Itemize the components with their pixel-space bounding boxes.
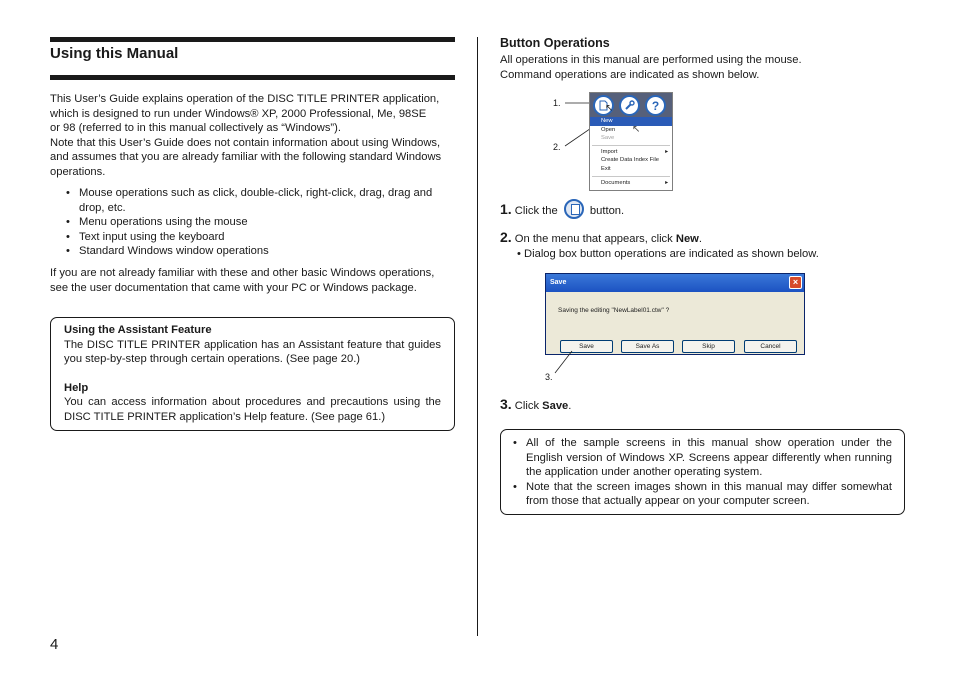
wrench-glyph xyxy=(624,100,635,111)
step-3 xyxy=(500,397,905,414)
intro-line: or 98 (referred to in this manual collectively as “Windows”). xyxy=(50,122,341,134)
callout-1-label: 1. xyxy=(553,98,561,108)
assistant-text: The DISC TITLE PRINTER application has an Assistant feature that guides you step-by-step through certain operations. (See page 20.) xyxy=(64,338,441,365)
step-emphasis: Save xyxy=(542,400,569,412)
callout-leader-line-3 xyxy=(552,349,592,379)
intro-line: which is designed to run under Windows® XP, 2000 Professional, Me, 98SE xyxy=(50,107,427,120)
note-item: • All of the sample screens in this manual show operation under the English version of Windows XP. Screens appear differently when running the application under another operating system. xyxy=(513,436,892,480)
closing-paragraph xyxy=(50,266,454,295)
intro-line: Command operations are indicated as shown below. xyxy=(500,68,760,81)
save-button[interactable]: Save xyxy=(560,340,613,353)
step-2 xyxy=(500,230,905,247)
mouse-cursor-icon: ↖ xyxy=(605,103,614,114)
menu-item-label: Import xyxy=(601,148,618,155)
list-item: • Text input using the keyboard xyxy=(66,230,456,245)
step-number: 3. xyxy=(500,396,512,412)
screens-note-box xyxy=(500,429,905,515)
tools-icon[interactable] xyxy=(619,95,640,116)
menu-item-save: Save xyxy=(601,135,615,142)
heading-rule-bottom xyxy=(50,75,455,80)
menu-item-open[interactable]: Open xyxy=(601,126,616,133)
menu-item-new[interactable]: New xyxy=(590,117,672,126)
note-list xyxy=(513,436,892,509)
callout-2-label: 2. xyxy=(553,142,561,152)
leader-line-3 xyxy=(555,351,572,373)
submenu-arrow-icon: ▸ xyxy=(665,179,668,186)
save-as-button[interactable]: Save As xyxy=(621,340,674,353)
callout-3-label: 3. xyxy=(545,372,553,382)
menu-separator xyxy=(592,176,670,177)
column-divider xyxy=(477,37,478,636)
skip-button[interactable]: Skip xyxy=(682,340,735,353)
windows-operations-list xyxy=(66,186,456,259)
step-emphasis: New xyxy=(675,233,699,245)
closing-line: see the user documentation that came with your PC or Windows package. xyxy=(50,281,417,294)
menu-separator xyxy=(592,145,670,146)
step-1 xyxy=(500,202,905,219)
list-item: • Menu operations using the mouse xyxy=(66,215,456,230)
menu-item-exit[interactable]: Exit xyxy=(601,165,611,172)
step-text: . xyxy=(568,400,572,412)
cancel-button[interactable]: Cancel xyxy=(744,340,797,353)
step-number: 1. xyxy=(500,201,512,217)
menu-item-documents[interactable] xyxy=(590,179,672,188)
assistant-title: Using the Assistant Feature xyxy=(64,324,212,336)
mouse-cursor-icon: ↖ xyxy=(632,124,641,135)
note-item: • Note that the screen images shown in this manual may differ somewhat from those that actually appear on your computer screen. xyxy=(513,480,892,509)
menu-item-label: Documents xyxy=(601,179,631,186)
dialog-title-bar xyxy=(546,274,804,292)
page-number: 4 xyxy=(50,636,59,653)
help-icon[interactable]: ? xyxy=(645,95,666,116)
save-dialog-screenshot xyxy=(545,273,805,355)
menu-item-create-data-index-file[interactable]: Create Data Index File xyxy=(601,157,659,164)
dialog-title: Save xyxy=(550,279,567,286)
section-heading: Button Operations xyxy=(500,36,610,50)
intro-line: Note that this User’s Guide does not contain information about using Windows, xyxy=(50,136,441,149)
intro-line: All operations in this manual are performed using the mouse. xyxy=(500,54,802,66)
assistant-help-note-box xyxy=(50,317,455,431)
help-title: Help xyxy=(64,381,89,394)
list-item: • Mouse operations such as click, double-click, right-click, drag, drag and drop, etc. xyxy=(66,186,456,215)
new-file-icon xyxy=(564,199,584,219)
intro-line: This User’s Guide explains operation of the DISC TITLE PRINTER application, xyxy=(50,93,440,105)
submenu-arrow-icon: ▸ xyxy=(665,148,668,155)
button-ops-intro xyxy=(500,53,905,82)
step-2-bullet xyxy=(517,247,922,262)
file-menu-screenshot xyxy=(589,92,673,191)
list-item: • Standard Windows window operations xyxy=(66,244,456,259)
intro-line: operations. xyxy=(50,165,106,178)
step-text: On the menu that appears, click xyxy=(514,233,676,245)
help-text: You can access information about procedures and precautions using the DISC TITLE PRINTER application’s Help feature. (See page 61.) xyxy=(64,396,441,423)
closing-line: If you are not already familiar with these and other basic Windows operations, xyxy=(50,267,435,279)
menu-item-import[interactable] xyxy=(590,148,672,157)
page-title: Using this Manual xyxy=(50,45,179,62)
file-menu xyxy=(590,117,672,187)
intro-line: and assumes that you are already familiar with the following standard Windows xyxy=(50,151,442,163)
menu-toolbar xyxy=(590,93,673,117)
step-number: 2. xyxy=(500,229,512,245)
step-text: button. xyxy=(589,205,625,217)
heading-rule-top xyxy=(50,37,455,42)
intro-paragraph xyxy=(50,92,454,179)
step-text: Click the xyxy=(514,205,558,217)
step-text: Click xyxy=(514,400,543,412)
close-icon[interactable]: × xyxy=(789,276,802,289)
bullet-glyph: • xyxy=(517,248,521,260)
dialog-message: Saving the editing "NewLabel01.ctw" ? xyxy=(558,307,670,314)
bullet-text: Dialog box button operations are indicated as shown below. xyxy=(524,248,819,260)
step-text: . xyxy=(698,233,702,245)
